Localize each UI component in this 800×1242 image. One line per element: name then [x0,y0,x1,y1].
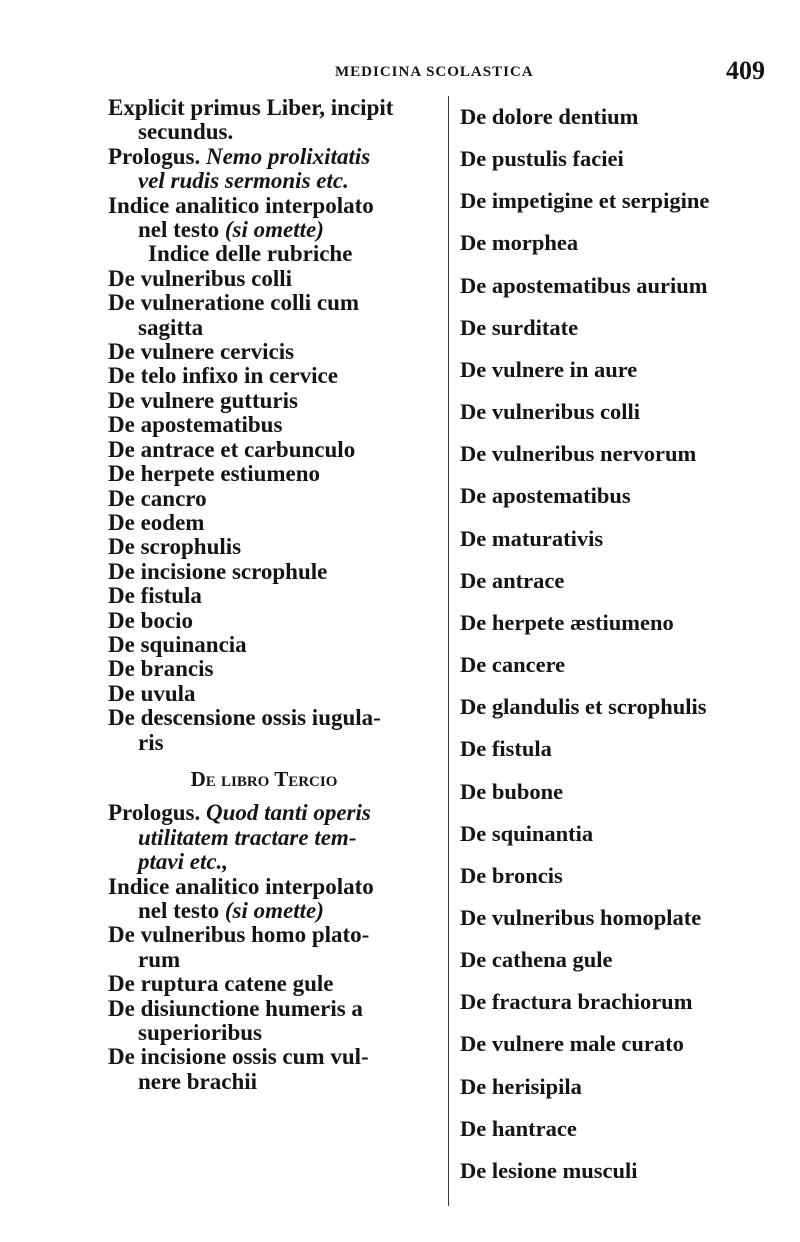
index-entry: De vulneribus nervorum [460,441,697,467]
index-entry: De ruptura catene gule [108,971,334,997]
index-entry: De herpete estiumeno [108,461,321,487]
index-entry: De cathena gule [460,947,613,973]
index-entry: De scrophulis [108,534,242,560]
right-column [460,96,770,1192]
running-title: MEDICINA SCOLASTICA [335,64,534,80]
index-entry: De vulnere in aure [460,356,638,382]
index-entry: De lesione musculi [460,1157,638,1183]
index-entry: De herisipila [460,1073,582,1099]
page-header [0,58,800,88]
column-divider [448,96,449,1206]
index-entry: Indice analitico interpolato nel testo (si omette) [108,873,374,923]
index-entry: De surditate [460,314,579,340]
index-entry: De fractura brachiorum [460,989,693,1015]
section-heading: De libro Tercio [190,766,338,791]
index-entry: De squinancia [108,631,247,657]
index-entry: De apostematibus aurium [460,272,708,298]
index-entry: De vulneribus homoplate [460,904,702,930]
index-entry: De glandulis et scrophulis [460,694,707,720]
index-entry: De bubone [460,778,564,804]
index-entry: De antrace [460,567,565,593]
index-entry: De disiunctione humeris a superioribus [108,995,363,1046]
index-entry: Prologus. Quod tanti operis utilitatem tractare tem- ptavi etc., [108,800,371,875]
index-entry: De pustulis faciei [460,146,624,172]
index-entry: De vulnere cervicis [108,339,295,365]
index-entry: De vulneratione colli cum sagitta [108,290,360,340]
index-entry: De vulneribus homo plato- rum [108,922,370,972]
index-entry: De brancis [108,656,214,682]
index-entry: De descensione ossis iugula- ris [108,705,381,755]
index-entry: De impetigine et serpigine [460,188,710,214]
index-entry: De uvula [108,680,196,706]
index-entry: De morphea [460,230,579,256]
index-entry: De maturativis [460,525,604,551]
index-entry: De eodem [108,509,205,535]
index-entry: Indice analitico interpolato nel testo (si omette) [108,192,374,243]
index-entry: De cancro [108,485,207,511]
index-entry: De herpete æstiumeno [460,609,674,635]
index-entry: De vulnere gutturis [108,387,298,413]
index-entry: De vulneribus colli [460,399,641,425]
left-column [108,96,430,1094]
index-entry: De incisione scrophule [108,558,328,584]
index-entry: De vulnere male curato [460,1031,684,1057]
index-entry: Indice delle rubriche [148,241,353,267]
index-entry: De antrace et carbunculo [108,436,356,462]
page-number: 409 [726,56,765,85]
index-entry: De apostematibus [460,483,631,509]
index-entry: De vulneribus colli [108,265,293,291]
index-entry: De fistula [108,583,202,609]
index-entry: De cancere [460,652,566,678]
index-entry: De apostematibus [108,412,283,438]
index-entry: De telo infixo in cervice [108,363,338,389]
index-entry: De bocio [108,607,193,633]
index-entry: De squinantia [460,820,594,846]
index-entry: Prologus. Nemo prolixitatis vel rudis sermonis etc. [108,143,371,194]
index-entry: De dolore dentium [460,104,639,129]
index-entry: De broncis [460,862,563,888]
index-entry: De incisione ossis cum vul- nere brachii [108,1044,369,1094]
index-entry: De hantrace [460,1115,577,1141]
index-entry: Explicit primus Liber, incipit secundus. [108,95,394,145]
index-entry: De fistula [460,736,552,762]
